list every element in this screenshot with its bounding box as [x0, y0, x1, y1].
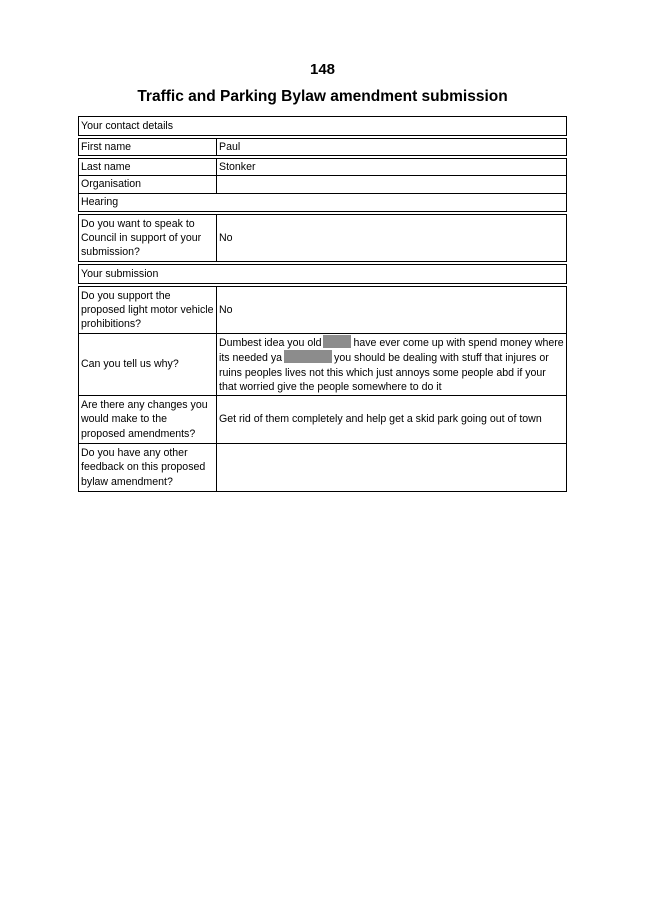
- section-heading: Your contact details: [81, 119, 174, 132]
- form-row-why: [78, 334, 567, 396]
- field-label: Organisation: [79, 176, 217, 193]
- document-title: Traffic and Parking Bylaw amendment submission: [137, 88, 508, 105]
- form-row-organisation: [78, 176, 567, 194]
- section-header-submission: [78, 264, 567, 284]
- field-label: First name: [79, 139, 217, 155]
- field-value: [217, 334, 566, 395]
- section-header-hearing: [78, 194, 567, 212]
- why-answer-text: [219, 335, 564, 394]
- section-heading: Your submission: [81, 267, 159, 280]
- form-row-support: [78, 286, 567, 334]
- field-value: No: [219, 231, 233, 244]
- form-row-speak: [78, 214, 567, 262]
- page-number: 148: [309, 61, 336, 78]
- field-label: Last name: [79, 159, 217, 175]
- field-label: Can you tell us why?: [79, 334, 217, 395]
- field-label: Do you have any other feedback on this proposed bylaw amendment?: [79, 444, 217, 491]
- field-label: Do you support the proposed light motor vehicle prohibitions?: [79, 287, 217, 333]
- form-row-last-name: [78, 158, 567, 176]
- field-value: Stonker: [219, 160, 256, 173]
- form-row-first-name: [78, 138, 567, 156]
- field-value: Get rid of them completely and help get a skid park going out of town: [219, 413, 542, 426]
- field-label: Do you want to speak to Council in support of your submission?: [79, 215, 217, 261]
- why-text-part: have ever come up with spend money where its needed ya: [219, 336, 564, 365]
- redaction-block: [323, 335, 351, 348]
- submission-form: [78, 116, 567, 492]
- why-text-part: Dumbest idea you old: [219, 336, 322, 349]
- form-row-changes: [78, 396, 567, 444]
- field-value: [217, 444, 566, 491]
- form-row-feedback: [78, 444, 567, 492]
- section-heading: Hearing: [81, 196, 119, 209]
- field-value: Paul: [219, 140, 241, 153]
- field-label: Are there any changes you would make to the proposed amendments?: [79, 396, 217, 443]
- section-header-contact: [78, 116, 567, 136]
- redaction-block: [284, 350, 332, 363]
- field-value: [217, 176, 566, 193]
- field-value: No: [219, 303, 233, 316]
- why-text-part: you should be dealing with stuff that injures or ruins peoples lives not this which just annoys some people abd if your that worried give the people somewhere to do it: [219, 352, 549, 393]
